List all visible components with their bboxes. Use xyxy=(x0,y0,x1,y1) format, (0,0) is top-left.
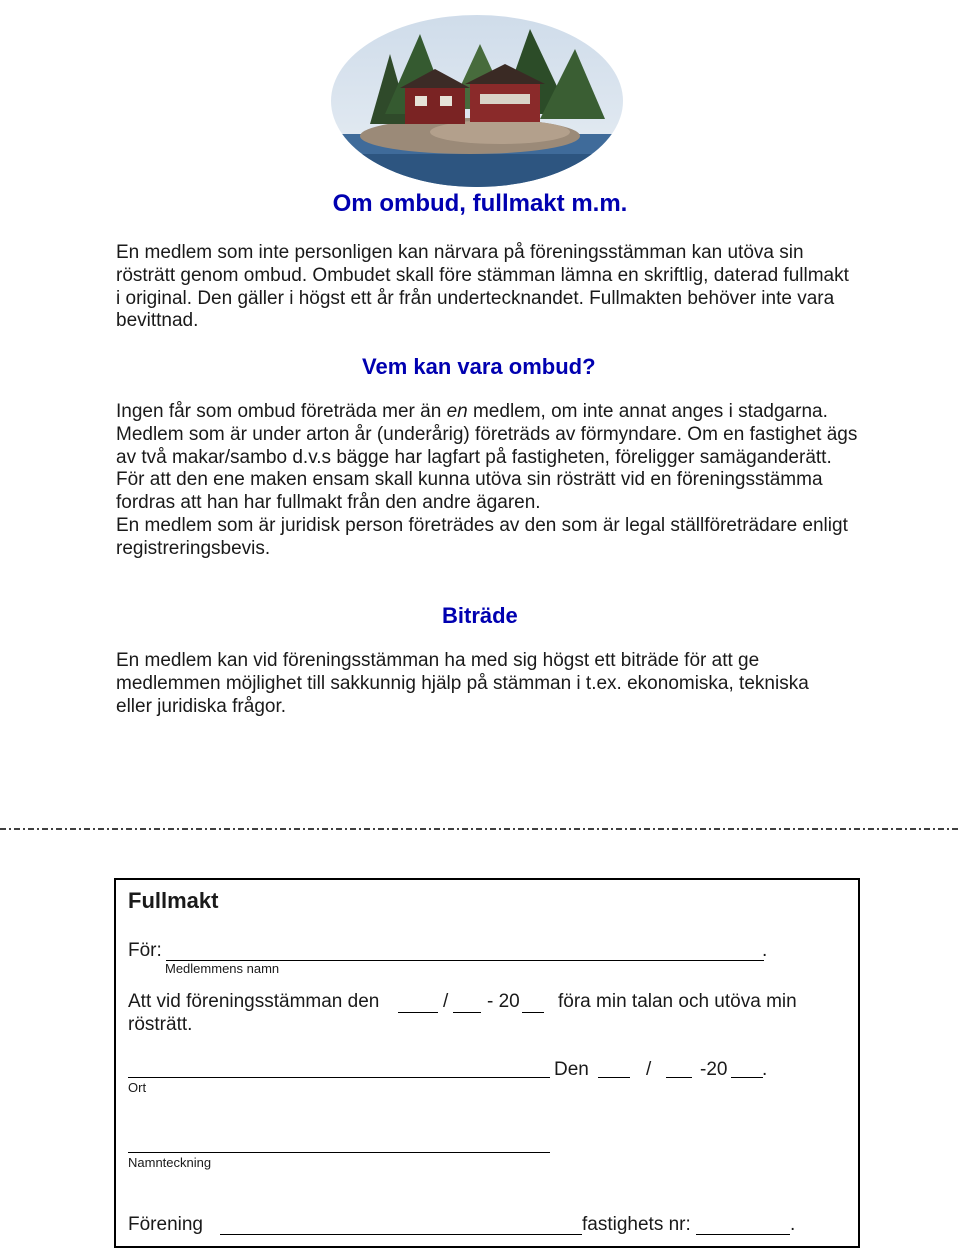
ombud-line1-emphasis: en xyxy=(446,401,468,422)
den-slash: / xyxy=(646,1059,652,1080)
ombud-para2: För att den ene maken ensam skall kunna utöva sin rösträtt vid en föreningsstämma fordras att han har fullmakt från den andre ägaren. xyxy=(116,469,823,514)
for-end: . xyxy=(762,940,768,961)
page-title: Om ombud, fullmakt m.m. xyxy=(332,190,628,217)
ombud-paragraph xyxy=(116,401,876,561)
den-month-field[interactable] xyxy=(666,1077,692,1078)
section-heading-ombud: Vem kan vara ombud? xyxy=(362,354,596,379)
ort-field[interactable] xyxy=(128,1077,550,1078)
fastighet-end: . xyxy=(790,1214,796,1235)
form-title: Fullmakt xyxy=(128,888,219,913)
intro-paragraph: En medlem som inte personligen kan närvara på föreningsstämman kan utöva sin rösträtt genom ombud. Ombudet skall före stämman lämna en skriftlig, daterad fullmakt i original. Den gäller i högst ett år från undertecknandet. Fullmakten behöver inte vara bevittnad. xyxy=(116,242,849,332)
date-slash: / xyxy=(443,991,449,1012)
date-year-field[interactable] xyxy=(522,1012,544,1013)
island-house-photo-icon xyxy=(330,14,624,189)
den-end: . xyxy=(762,1059,768,1080)
fastighet-nr-field[interactable] xyxy=(696,1234,790,1235)
cut-line-divider xyxy=(0,826,960,832)
fullmakt-form xyxy=(114,878,860,1248)
forening-field[interactable] xyxy=(220,1234,582,1235)
den-day-field[interactable] xyxy=(598,1077,630,1078)
ombud-line1-after: medlem, om inte annat anges i stadgarna. xyxy=(467,401,828,422)
date-year-prefix: - 20 xyxy=(487,991,520,1012)
ombud-para3: En medlem som är juridisk person företrädes av den som är legal ställföreträdare enligt registreringsbevis. xyxy=(116,514,848,559)
den-year-field[interactable] xyxy=(731,1077,763,1078)
date-month-field[interactable] xyxy=(453,1012,481,1013)
ort-caption: Ort xyxy=(128,1080,147,1095)
att-text: Att vid föreningsstämman den xyxy=(128,991,380,1012)
forening-label: Förening xyxy=(128,1214,203,1235)
att-tail: föra min talan och utöva min xyxy=(558,991,797,1012)
den-label: Den xyxy=(554,1059,589,1080)
fastighet-label: fastighets nr: xyxy=(582,1214,691,1235)
rostratt-text: rösträtt. xyxy=(128,1014,193,1035)
signature-caption: Namnteckning xyxy=(128,1155,212,1170)
ombud-rest: Medlem som är under arton år (underårig) företräds av förmyndare. Om en fastighet ägs av två makar/sambo d.v.s bägge har lagfart på fastigheten, föreligger samäganderätt. xyxy=(116,423,858,468)
section-heading-bitrade: Biträde xyxy=(442,603,518,628)
signature-field[interactable] xyxy=(128,1152,550,1153)
bitrade-paragraph: En medlem kan vid föreningsstämman ha med sig högst ett biträde för att ge medlemmen möjlighet till sakkunnig hjälp på stämman i t.ex. ekonomiska, tekniska eller juridiska frågor. xyxy=(116,650,809,717)
member-name-caption: Medlemmens namn xyxy=(165,961,280,976)
date-day-field[interactable] xyxy=(398,1012,438,1013)
ombud-line1-before: Ingen får som ombud företräda mer än xyxy=(116,401,447,422)
den-year-prefix: -20 xyxy=(700,1059,728,1080)
for-label: För: xyxy=(128,940,162,961)
